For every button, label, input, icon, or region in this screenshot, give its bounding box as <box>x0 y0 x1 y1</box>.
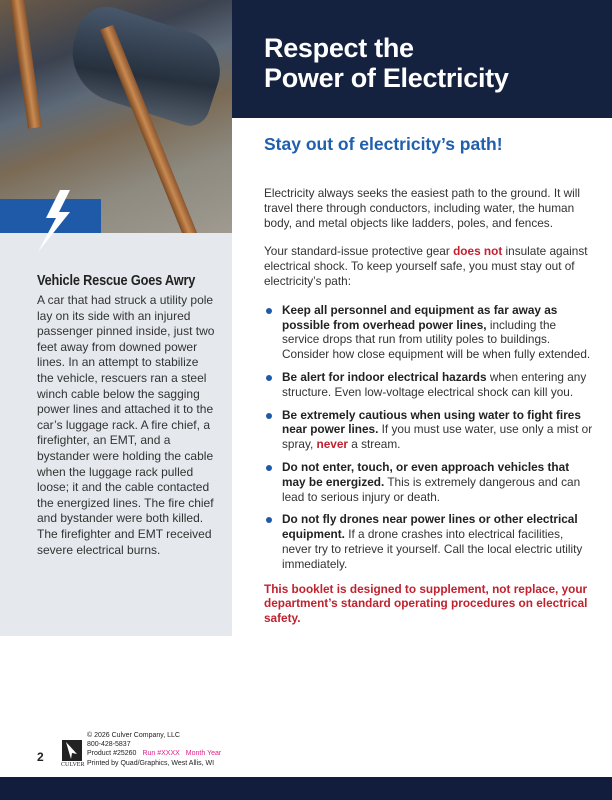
sidebar-body: A car that had struck a utility pole lay on its side with an injured passenger pinned inside, just two feet away from downed power lines. In an attempt to stabilize the vehicle, rescuers ran a steel winch cable below the sagging power lines and attached it to the car’s luggage rack. A fire chief, a firefighter, an EMT, and a bystander were holding the cable when the luggage rack pulled loose; it and the cable contacted the energized lines. The fire chief and bystander were both killed. The firefighter and EMT received severe electrical burns. <box>37 293 215 557</box>
bottom-bar <box>0 777 612 800</box>
page-title <box>264 33 612 93</box>
product-line <box>87 749 221 758</box>
title-line-2: Power of Electricity <box>264 63 509 93</box>
culver-logo-icon <box>62 740 82 761</box>
print-date: Month Year <box>185 750 222 758</box>
lightning-bolt-icon <box>36 190 76 252</box>
main-content <box>264 186 594 640</box>
bullet-bold: Do not fly drones near power lines or other electrical equipment. <box>282 512 578 542</box>
sidebar-title: Vehicle Rescue Goes Awry <box>37 273 196 289</box>
utility-pole <box>10 0 42 129</box>
sidebar-panel <box>0 233 232 636</box>
run-number: Run #XXXX <box>142 750 180 758</box>
page-number: 2 <box>37 750 44 764</box>
bullet-bold: Be extremely cautious when using water to fight fires near power lines. <box>282 407 581 437</box>
bullet-bold: Keep all personnel and equipment as far away as possible from overhead power lines, <box>282 302 558 332</box>
bullet-text: including the service drops that run from utility poles to buildings. Consider how close equipment will be when fully extended. <box>282 317 591 362</box>
booklet-note: This booklet is designed to supplement, not replace, your department’s standard operating procedures on electrical safety. <box>264 581 588 626</box>
footer-info <box>87 731 221 768</box>
bullet-text: This is extremely dangerous and can lead to serious injury or death. <box>282 474 581 504</box>
bullet-text: If you must use water, use only a mist or spray, <box>282 422 593 452</box>
footer <box>0 728 300 772</box>
product-number: Product #25260 <box>87 750 137 758</box>
printer: Printed by Quad/Graphics, West Allis, WI <box>87 759 215 767</box>
page-header <box>232 0 612 118</box>
text: insulate against electrical shock. To keep yourself safe, you must stay out of electricity’s path: <box>264 244 588 288</box>
gear-paragraph <box>264 244 594 288</box>
list-item <box>264 512 594 571</box>
logo-text: CULVER <box>61 762 85 768</box>
emphasis: never <box>316 437 349 452</box>
bullet-bold: Do not enter, touch, or even approach vehicles that may be energized. <box>282 459 570 489</box>
title-line-1: Respect the <box>264 33 414 63</box>
phone: 800-428-5837 <box>87 741 131 749</box>
bullet-text: If a drone crashes into electrical facilities, never try to retrieve it yourself. Call the local electric utility immediately. <box>282 527 583 571</box>
safety-list <box>264 303 594 572</box>
text: Your standard-issue protective gear <box>264 244 454 259</box>
bullet-text: a stream. <box>348 437 401 452</box>
emphasis: does not <box>453 244 503 259</box>
list-item <box>264 460 594 504</box>
bullet-bold: Be alert for indoor electrical hazards <box>282 369 487 384</box>
copyright: © 2026 Culver Company, LLC <box>87 732 180 739</box>
list-item <box>264 303 594 362</box>
list-item <box>264 370 594 400</box>
bullet-text: when entering any structure. Even low-voltage electrical shock can kill you. <box>282 369 587 399</box>
list-item <box>264 408 594 452</box>
subtitle: Stay out of electricity’s path! <box>264 134 503 154</box>
intro-paragraph: Electricity always seeks the easiest path to the ground. It will travel there through conductors, including water, the human body, and metal objects like ladders, poles, and fences. <box>264 186 581 230</box>
